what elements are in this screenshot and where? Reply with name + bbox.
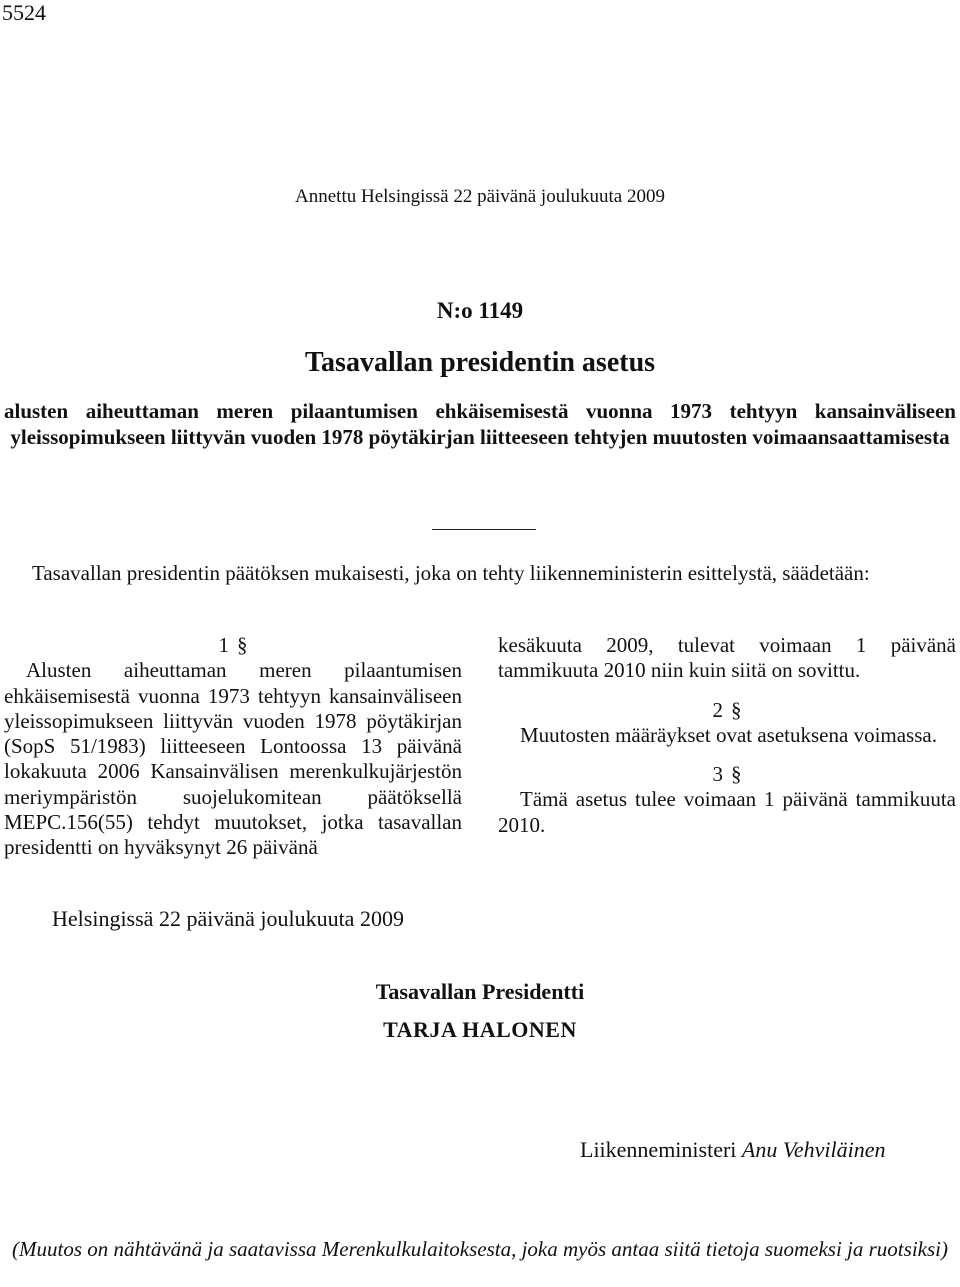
page-number: 5524: [2, 0, 46, 25]
section-2-text: Muutosten määräykset ovat asetuksena voimassa.: [520, 722, 937, 747]
section-1-heading: [4, 633, 462, 658]
minister-role: Liikenneministeri: [580, 1137, 737, 1162]
section-2-number: 2: [712, 697, 723, 722]
countersignature: [580, 1137, 885, 1163]
section-1-number: 1: [218, 633, 229, 657]
place-and-date: Helsingissä 22 päivänä joulukuuta 2009: [52, 906, 404, 931]
section-symbol: §: [731, 697, 742, 722]
given-date-line: Annettu Helsingissä 22 päivänä joulukuuta 2009: [295, 186, 665, 207]
document-subtitle: alusten aiheuttaman meren pilaantumisen ehkäisemisestä vuonna 1973 tehtyyn kansainväliseen yleissopimukseen liittyvän vuoden 1978 pöytäkirjan liitteeseen tehtyjen muutosten voimaansaattamisesta: [4, 399, 956, 449]
signatory-name: TARJA HALONEN: [383, 1017, 577, 1042]
section-symbol: §: [731, 762, 742, 787]
statute-number: N:o 1149: [436, 298, 524, 323]
availability-note: (Muutos on nähtävänä ja saatavissa Merenkulkulaitoksesta, joka myös antaa siitä tietoja suomeksi ja ruotsiksi): [12, 1237, 948, 1261]
section-1-text: Alusten aiheuttaman meren pilaantumisen ehkäisemisestä vuonna 1973 tehtyyn kansainväliseen yleissopimukseen liittyvän vuoden 1978 pöytäkirjan (SopS 51/1983) liitteeseen Lontoossa 13 päivänä lokakuuta 2006 Kansainvälisen merenkulkujärjestön meriympäristön suojelukomitean päätöksellä MEPC.156(55) tehdyt muutokset, jotka tasavallan presidentti on hyväksynyt 26 päivänä: [4, 658, 462, 860]
section-2-heading: [498, 698, 956, 723]
divider: [432, 529, 536, 530]
minister-name: Anu Vehviläinen: [741, 1137, 886, 1162]
section-symbol: §: [237, 633, 248, 657]
signatory-title: Tasavallan Presidentti: [375, 979, 585, 1004]
section-3-heading: [498, 762, 956, 787]
section-3-text: Tämä asetus tulee voimaan 1 päivänä tammikuuta 2010.: [498, 787, 956, 837]
section-3-number: 3: [712, 762, 723, 787]
preamble: Tasavallan presidentin päätöksen mukaisesti, joka on tehty liikenneministerin esittelystä, säädetään:: [32, 561, 870, 585]
section-1-text-continued: kesäkuuta 2009, tulevat voimaan 1 päivänä tammikuuta 2010 niin kuin siitä on sovittu.: [498, 633, 956, 683]
right-column: [498, 633, 956, 838]
document-title: Tasavallan presidentin asetus: [304, 347, 656, 378]
left-column: [4, 633, 462, 861]
